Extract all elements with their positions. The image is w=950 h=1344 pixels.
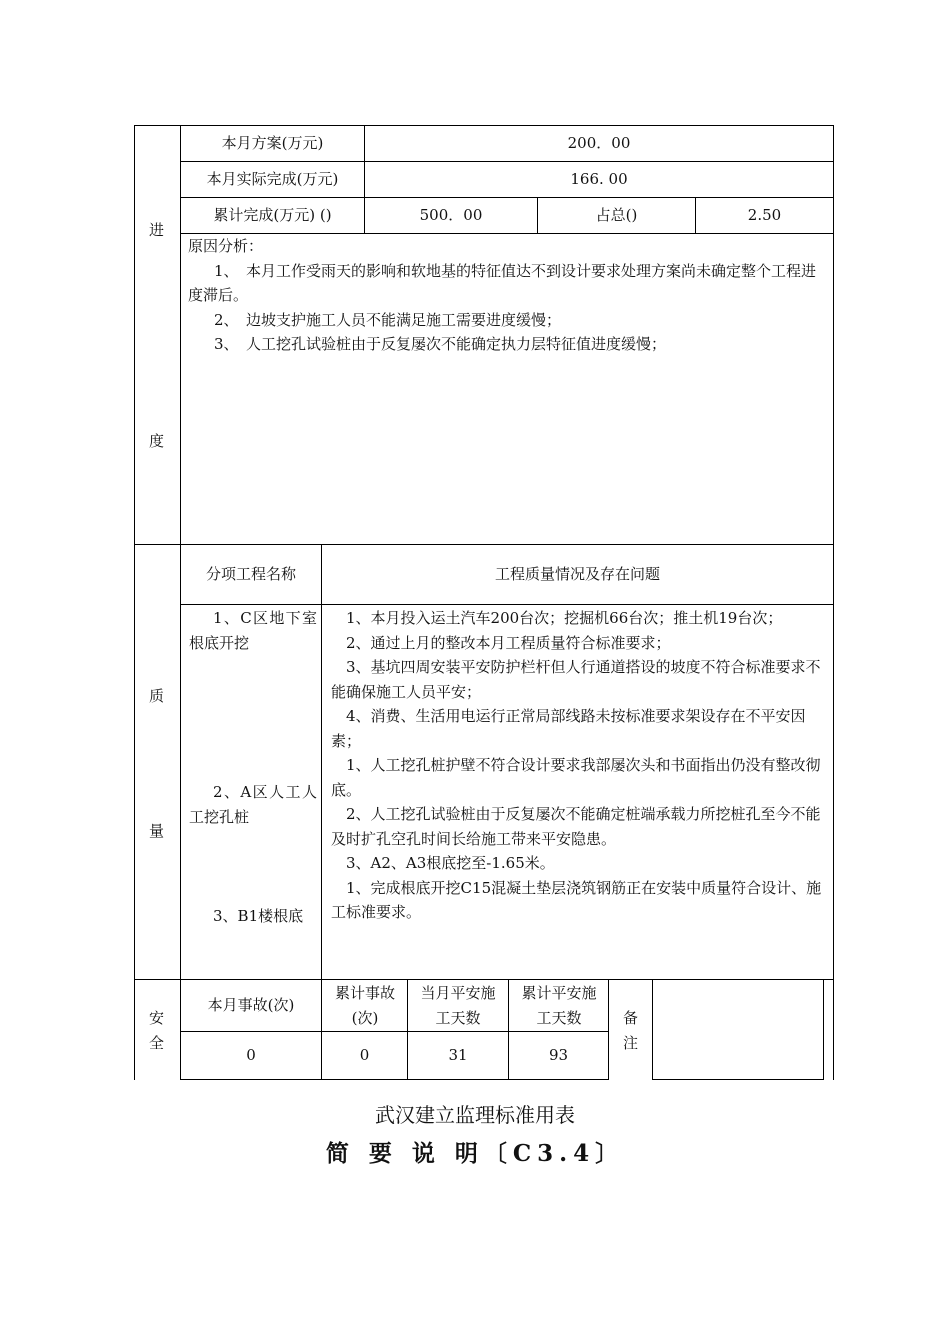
quality-detail: 2、人工挖孔试验桩由于反复屡次不能确定桩端承载力所挖桩孔至今不能及时扩孔空孔时间长给施工带来平安隐患。 bbox=[331, 805, 821, 848]
monthly-safe-days-value: 31 bbox=[448, 1046, 468, 1064]
share-value: 2.50 bbox=[747, 206, 782, 224]
quality-detail: 4、消费、生活用电运行正常局部线路未按标准要求架设存在不平安因素； bbox=[331, 707, 806, 750]
quality-item-name: 2、A区人工人工挖孔桩 bbox=[189, 783, 317, 826]
progress-side-label-bottom: 度 bbox=[149, 432, 165, 450]
cumulative-accidents-value: 0 bbox=[359, 1046, 370, 1064]
organization-title: 武汉建立监理标准用表 bbox=[375, 1103, 575, 1127]
quality-side-label-top: 质 bbox=[149, 687, 165, 705]
safety-side-label-top: 安 bbox=[149, 1009, 165, 1027]
progress-side-label-top: 进 bbox=[149, 221, 165, 239]
quality-detail: 1、人工挖孔桩护壁不符合设计要求我部屡次头和书面指出仍没有整改彻底。 bbox=[331, 756, 821, 799]
cumulative-safe-days-header: 累计平安施工天数 bbox=[521, 984, 597, 1027]
analysis-item: 1、 本月工作受雨天的影响和软地基的特征值达不到设计要求处理方案尚未确定整个工程进度滞后。 bbox=[188, 261, 817, 304]
quality-side-label-bottom: 量 bbox=[149, 822, 165, 840]
monthly-safe-days-header: 当月平安施工天数 bbox=[420, 984, 496, 1027]
quality-col-issues-header: 工程质量情况及存在问题 bbox=[494, 565, 660, 583]
quality-detail: 3、A2、A3根底挖至-1.65米。 bbox=[346, 854, 555, 872]
monthly-accidents-header: 本月事故(次) bbox=[207, 996, 295, 1014]
cumulative-safe-days-value: 93 bbox=[548, 1046, 569, 1064]
actual-value: 166. 00 bbox=[570, 170, 628, 188]
quality-detail: 3、基坑四周安装平安防护栏杆但人行通道搭设的坡度不符合标准要求不能确保施工人员平安； bbox=[331, 658, 821, 701]
share-label: 占总() bbox=[595, 206, 638, 224]
quality-detail: 1、完成根底开挖C15混凝土垫层浇筑钢筋正在安装中质量符合设计、施工标准要求。 bbox=[331, 878, 822, 921]
cumulative-label: 累计完成(万元) () bbox=[213, 206, 332, 224]
monthly-accidents-value: 0 bbox=[246, 1046, 256, 1064]
reason-analysis bbox=[188, 234, 828, 357]
quality-item-name: 1、C区地下室根底开挖 bbox=[189, 609, 317, 652]
quality-detail: 1、本月投入运土汽车200台次；挖掘机66台次；推土机19台次； bbox=[346, 609, 783, 627]
quality-col-name-header: 分项工程名称 bbox=[205, 565, 296, 583]
safety-side-label-bottom: 全 bbox=[149, 1034, 165, 1052]
quality-detail: 2、通过上月的整改本月工程质量符合标准要求； bbox=[346, 633, 671, 652]
analysis-title: 原因分析： bbox=[188, 237, 264, 255]
document-title: 简 要 说 明〔C3.4〕 bbox=[325, 1140, 625, 1167]
remarks-label-bottom: 注 bbox=[623, 1034, 639, 1052]
quality-details bbox=[331, 606, 827, 925]
quality-item-name: 3、B1楼根底 bbox=[213, 907, 304, 925]
plan-value: 200．00 bbox=[567, 134, 631, 152]
cumulative-value: 500．00 bbox=[419, 206, 483, 224]
plan-label: 本月方案(万元) bbox=[221, 134, 324, 152]
actual-label: 本月实际完成(万元) bbox=[206, 170, 339, 188]
analysis-item: 2、 边坡支护施工人员不能满足施工需要进度缓慢； bbox=[214, 310, 562, 329]
analysis-item: 3、 人工挖孔试验桩由于反复屡次不能确定执力层特征值进度缓慢； bbox=[214, 335, 667, 353]
remarks-label-top: 备 bbox=[623, 1009, 639, 1027]
cumulative-accidents-header: 累计事故(次) bbox=[334, 984, 395, 1027]
